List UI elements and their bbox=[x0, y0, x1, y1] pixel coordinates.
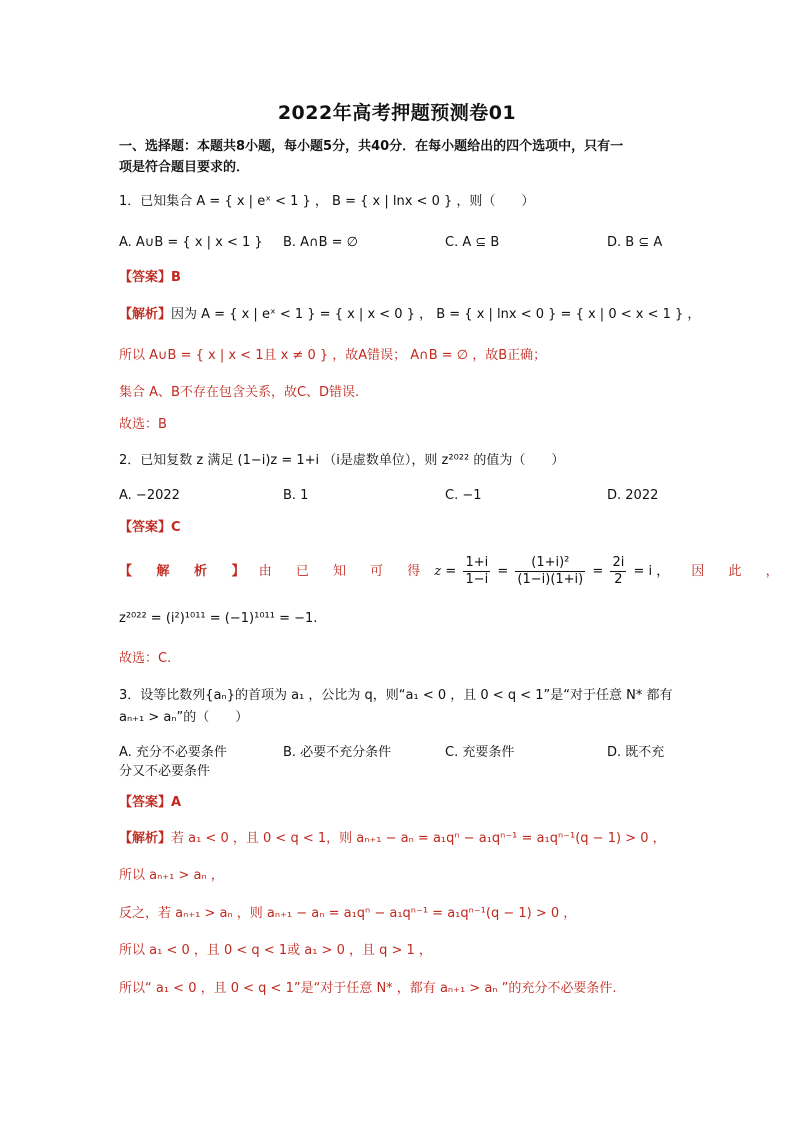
section-heading-line2: 项是符合题目要求的． bbox=[119, 160, 250, 175]
frac3-numerator: 2i bbox=[612, 555, 625, 570]
equals-sign: = bbox=[497, 564, 509, 579]
q2-analysis-line2: z²⁰²² = (i²)¹⁰¹¹ = (−1)¹⁰¹¹ = −1. bbox=[119, 611, 318, 626]
q2-answer: 【答案】C bbox=[119, 520, 181, 535]
q3-option-d-wrap: 分又不必要条件 bbox=[119, 764, 211, 779]
q2-analysis-line1 bbox=[119, 555, 789, 589]
q1-choose: 故选：B bbox=[119, 417, 167, 432]
q2-stem: 2．已知复数 z 满足 (1−i)z = 1+i （i是虚数单位），则 z²⁰²² 的值为（ ） bbox=[119, 453, 565, 468]
q1-analysis-text1: 因为 A = { x | eˣ < 1 } = { x | x < 0 } ， B = { x | lnx < 0 } = { x | 0 < x < 1 } ， bbox=[171, 307, 701, 322]
q3-analysis-label: 【解析】 bbox=[119, 831, 172, 846]
frac2-denominator: (1−i)(1+i) bbox=[517, 572, 584, 587]
q3-option-b: B. 必要不充分条件 bbox=[283, 745, 392, 760]
frac1-denominator: 1−i bbox=[465, 572, 489, 587]
q1-analysis-line1 bbox=[119, 305, 700, 325]
q2-fraction-3 bbox=[610, 555, 626, 588]
q2-choose: 故选：C. bbox=[119, 651, 172, 666]
q2-var-z: z bbox=[434, 564, 442, 579]
q3-analysis-line1 bbox=[119, 829, 666, 849]
q2-eq-tail: = i ， bbox=[633, 564, 670, 579]
q3-analysis-line4: 所以 a₁ < 0 ，且 0 < q < 1或 a₁ > 0 ，且 q > 1 ， bbox=[119, 943, 432, 958]
q2-option-a: A. −2022 bbox=[119, 488, 180, 503]
q1-analysis-line3: 集合 A、B不存在包含关系，故C、D错误. bbox=[119, 385, 360, 400]
q2-therefore: 因 此 ， bbox=[691, 564, 789, 579]
q1-option-a: A. A∪B = { x | x < 1 } bbox=[119, 235, 263, 250]
q2-option-c: C. −1 bbox=[445, 488, 482, 503]
frac2-numerator: (1+i)² bbox=[515, 555, 585, 572]
q1-stem: 1．已知集合 A = { x | eˣ < 1 } ， B = { x | lnx < 0 } ，则（ ） bbox=[119, 194, 535, 209]
equals-sign: = bbox=[445, 564, 457, 579]
q2-analysis-label: 【 解 析 】 bbox=[119, 564, 255, 579]
page-title: 2022年高考押题预测卷01 bbox=[277, 102, 517, 124]
q3-option-d: D. 既不充 bbox=[607, 745, 665, 760]
q3-analysis-line2: 所以 aₙ₊₁ > aₙ ， bbox=[119, 868, 224, 883]
q3-answer: 【答案】A bbox=[119, 795, 182, 810]
q1-answer: 【答案】B bbox=[119, 270, 181, 285]
q3-analysis-line3: 反之，若 aₙ₊₁ > aₙ ，则 aₙ₊₁ − aₙ = a₁qⁿ − a₁qⁿ⁻¹ = a₁qⁿ⁻¹(q − 1) > 0 ， bbox=[119, 906, 577, 921]
section-heading-line1: 一、选择题：本题共8小题，每小题5分，共40分．在每小题给出的四个选项中，只有一 bbox=[119, 139, 624, 154]
q1-analysis-line2: 所以 A∪B = { x | x < 1且 x ≠ 0 } ，故A错误； A∩B = ∅ ，故B正确； bbox=[119, 348, 547, 363]
q2-option-b: B. 1 bbox=[283, 488, 309, 503]
q2-option-d: D. 2022 bbox=[607, 488, 659, 503]
q3-option-c: C. 充要条件 bbox=[445, 745, 515, 760]
equals-sign: = bbox=[592, 564, 604, 579]
q3-analysis-line5: 所以“ a₁ < 0 ，且 0 < q < 1”是“对于任意 N* ，都有 aₙ₊₁ > aₙ ”的充分不必要条件. bbox=[119, 981, 617, 996]
frac1-numerator: 1+i bbox=[465, 555, 489, 570]
frac3-denominator: 2 bbox=[614, 572, 623, 587]
q2-fraction-1 bbox=[463, 555, 490, 588]
q3-analysis-text1: 若 a₁ < 0 ，且 0 < q < 1，则 aₙ₊₁ − aₙ = a₁qⁿ − a₁qⁿ⁻¹ = a₁qⁿ⁻¹(q − 1) > 0 ， bbox=[171, 831, 666, 846]
q3-stem-line2: aₙ₊₁ > aₙ”的（ ） bbox=[119, 710, 249, 725]
q1-option-b: B. A∩B = ∅ bbox=[283, 235, 358, 250]
q2-fraction-2 bbox=[515, 555, 585, 588]
q2-analysis-text: 由 已 知 可 得 bbox=[258, 564, 431, 579]
q1-analysis-label: 【解析】 bbox=[119, 307, 172, 322]
q1-option-d: D. B ⊆ A bbox=[607, 235, 663, 250]
q1-option-c: C. A ⊆ B bbox=[445, 235, 500, 250]
q3-stem-line1: 3．设等比数列{aₙ}的首项为 a₁ ，公比为 q，则“a₁ < 0 ，且 0 < q < 1”是“对于任意 N* 都有 bbox=[119, 688, 673, 703]
q3-option-a: A. 充分不必要条件 bbox=[119, 745, 227, 760]
